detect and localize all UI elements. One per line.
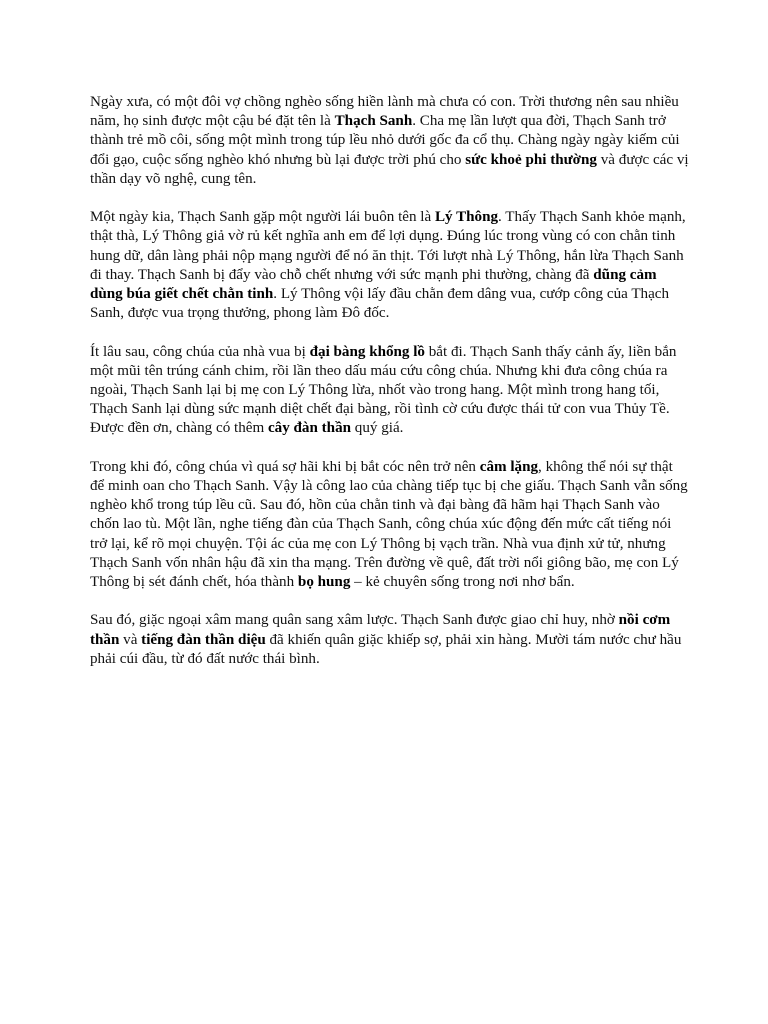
text-run: và [119, 631, 142, 648]
text-run: quý giá. [351, 420, 404, 437]
text-run: và được các vị thần dạy võ nghệ, cung tên. [90, 151, 689, 187]
paragraph-1 [90, 93, 690, 189]
bold-text-run: bọ hung [297, 574, 351, 591]
paragraph-5 [90, 611, 690, 669]
paragraph-3 [90, 343, 690, 439]
text-run: Một ngày kia, Thạch Sanh gặp một người lái buôn tên là [90, 209, 435, 226]
text-run: Ngày xưa, có một đôi vợ chồng nghèo sống hiền lành mà chưa có con. Trời thương nên sau nhiều năm, họ sinh được một cậu bé đặt tên là [90, 94, 679, 130]
paragraph-2 [90, 208, 690, 323]
bold-text-run: Lý Thông [434, 209, 499, 226]
bold-text-run: nồi cơm thần [90, 612, 671, 648]
paragraph-4 [90, 458, 690, 592]
bold-text-run: câm lặng [479, 458, 539, 475]
bold-text-run: đại bàng khổng lồ [309, 343, 425, 360]
document-body [90, 93, 690, 688]
bold-text-run: tiếng đàn thần diệu [141, 631, 266, 648]
bold-text-run: dũng cảm dùng búa giết chết chằn tinh [90, 266, 657, 303]
text-run: Trong khi đó, công chúa vì quá sợ hãi khi bị bắt cóc nên trở nên [90, 458, 480, 475]
bold-text-run: sức khoẻ phi thường [465, 151, 597, 168]
text-run: bắt đi. Thạch Sanh thấy cảnh ấy, liền bắn một mũi tên trúng cánh chim, rồi lần theo dấu máu cứu công chúa. Nhưng khi đưa công chúa ra ngoài, Thạch Sanh lại bị mẹ con Lý Thông lừa, nhốt vào trong hang. Một mình trong hang tối, Thạch Sanh lại dùng sức mạnh diệt chết đại bàng, rồi tình cờ cứu được thái tử con vua Thủy Tề. Được đền ơn, chàng có thêm [90, 343, 677, 437]
text-run: . Lý Thông vội lấy đầu chằn đem dâng vua, cướp công của Thạch Sanh, được vua trọng thưởng, phong làm Đô đốc. [90, 286, 670, 322]
text-run: – kẻ chuyên sống trong nơi nhơ bẩn. [350, 574, 575, 591]
text-run: , không thể nói sự thật để minh oan cho Thạch Sanh. Vậy là công lao của chàng tiếp tục bị che giấu. Thạch Sanh vẫn sống nghèo khổ trong túp lều cũ. Sau đó, hồn của chằn tinh và đại bàng đã hãm hại Thạch Sanh vào chốn lao tù. Một lần, nghe tiếng đàn của Thạch Sanh, công chúa xúc động đến mức cất tiếng nói trở lại, kể rõ mọi chuyện. Tội ác của mẹ con Lý Thông bị vạch trần. Nhà vua định xử tử, nhưng Thạch Sanh vốn nhân hậu đã xin tha mạng. Trên đường về quê, đất trời nổi giông bão, mẹ con Lý Thông bị sét đánh chết, hóa thành [90, 458, 688, 591]
text-run: Ít lâu sau, công chúa của nhà vua bị [90, 343, 310, 360]
text-run: Sau đó, giặc ngoại xâm mang quân sang xâm lược. Thạch Sanh được giao chỉ huy, nhờ [90, 612, 619, 629]
text-run: . Thấy Thạch Sanh khỏe mạnh, thật thà, Lý Thông giả vờ rủ kết nghĩa anh em để lợi dụng. Đúng lúc trong vùng có con chằn tinh hung dữ, dân làng phải nộp mạng người để nó ăn thịt. Tới lượt nhà Lý Thông, hắn lừa Thạch Sanh đi thay. Thạch Sanh bị đẩy vào chỗ chết nhưng với sức mạnh phi thường, chàng đã [90, 209, 686, 283]
bold-text-run: Thạch Sanh [334, 113, 413, 130]
bold-text-run: cây đàn thần [267, 420, 352, 437]
text-run: . Cha mẹ lần lượt qua đời, Thạch Sanh trở thành trẻ mồ côi, sống một mình trong túp lều nhỏ dưới gốc đa cổ thụ. Chàng ngày ngày kiếm củi đổi gạo, cuộc sống nghèo khó nhưng bù lại được trời phú cho [90, 113, 680, 168]
text-run: đã khiến quân giặc khiếp sợ, phải xin hàng. Mười tám nước chư hầu phải cúi đầu, từ đó đất nước thái bình. [90, 631, 682, 667]
